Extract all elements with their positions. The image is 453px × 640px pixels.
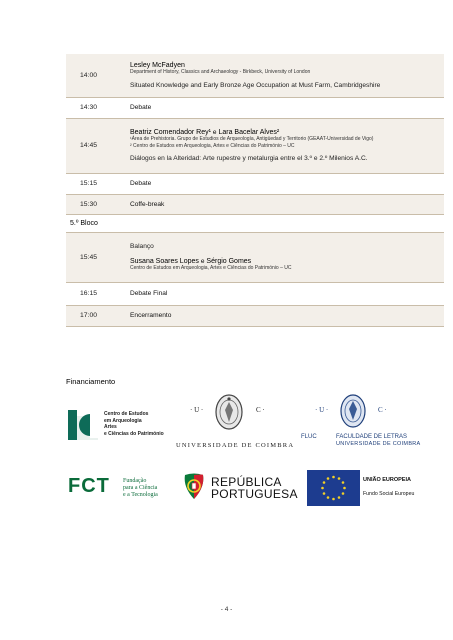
- speaker-connector: e: [212, 129, 217, 137]
- time-cell: 15:30: [66, 194, 130, 214]
- time-cell: 14:30: [66, 97, 130, 118]
- schedule-row: [66, 118, 444, 173]
- uc-letter-c: C ·: [256, 406, 265, 414]
- fct-logo: FCT: [68, 475, 110, 497]
- time-cell: 16:15: [66, 282, 130, 305]
- speaker-connector: e: [200, 257, 205, 265]
- session-label: Encerramento: [130, 305, 444, 326]
- financing-heading: Financiamento: [66, 377, 116, 386]
- schedule-row: [66, 54, 444, 97]
- session-label: Coffe-break: [130, 194, 444, 214]
- uc-logo-name: UNIVERSIDADE DE COIMBRA: [176, 442, 295, 449]
- ces-logo-icon: [68, 410, 98, 440]
- schedule-row: [66, 232, 444, 282]
- session-label: Debate: [130, 97, 444, 118]
- ces-logo-text: Centro de Estudos em Arqueologia Artes e Ciências do Património: [104, 411, 164, 437]
- speaker-affiliation: Department of History, Classics and Archaeology - Birkbeck, University of London: [130, 68, 311, 75]
- block-heading: 5.º Bloco: [66, 214, 444, 232]
- eu-flag-icon: [307, 470, 360, 506]
- page-number: - 4 -: [220, 606, 233, 613]
- fluc-letter-u: · U ·: [315, 406, 329, 414]
- schedule-table: [66, 54, 444, 327]
- eu-fund-name: Fundo Social Europeu: [363, 491, 415, 497]
- uc-letter-u: · U ·: [190, 406, 204, 414]
- speaker-name: Sérgio Gomes: [206, 257, 252, 265]
- uc-crest-icon: [214, 393, 244, 431]
- schedule-row: [66, 282, 444, 305]
- speaker-affiliation: ² Centro de Estudos em Arqueologia, Artes e Ciências do Património – UC: [130, 142, 295, 149]
- republica-line-1: REPÚBLICA: [211, 475, 282, 489]
- portugal-emblem-icon: [181, 473, 207, 501]
- schedule-row: [66, 305, 444, 326]
- time-cell: 14:45: [66, 118, 130, 173]
- session-label: Balanço: [130, 242, 154, 250]
- time-cell: 14:00: [66, 54, 130, 97]
- time-cell: 15:15: [66, 173, 130, 194]
- schedule-row: [66, 173, 444, 194]
- fluc-acronym: FLUC: [301, 434, 317, 440]
- speaker-name: Susana Soares Lopes: [130, 257, 199, 265]
- republica-line-2: PORTUGUESA: [211, 487, 298, 501]
- eu-name: UNIÃO EUROPEIA: [363, 477, 411, 483]
- session-label: Debate: [130, 173, 444, 194]
- speaker-affiliation: ¹Área de Prehistoria. Grupo de Estudios de Arqueología, Antigüedad y Territorio (GEAAT-Universidad de Vigo): [130, 136, 374, 143]
- session-label: Debate Final: [130, 282, 444, 305]
- fct-logo-text: Fundação para a Ciência e a Tecnologia: [123, 478, 158, 498]
- fluc-university-name: UNIVERSIDADE DE COIMBRA: [336, 441, 421, 447]
- fluc-letter-c: C ·: [378, 406, 387, 414]
- talk-title: Situated Knowledge and Early Bronze Age Occupation at Must Farm, Cambridgeshire: [130, 81, 381, 89]
- time-cell: 17:00: [66, 305, 130, 326]
- speaker-name: Lesley McFadyen: [130, 61, 185, 69]
- fluc-crest-icon: [339, 393, 367, 429]
- time-cell: 15:45: [66, 232, 130, 282]
- speaker-name: Lara Bacelar Alves²: [218, 129, 280, 137]
- speaker-name: Beatriz Comendador Rey¹: [130, 129, 211, 137]
- speaker-affiliation: Centro de Estudos em Arqueologia, Artes e Ciências do Património – UC: [130, 264, 292, 271]
- fluc-faculty-name: FACULDADE DE LETRAS: [336, 434, 408, 440]
- block-row: [66, 214, 444, 232]
- talk-title: Diálogos en la Alteridad: Arte rupestre y metalurgia entre el 3.º e 2.º Milenios A.C.: [130, 154, 368, 162]
- schedule-row: [66, 194, 444, 214]
- schedule-row: [66, 97, 444, 118]
